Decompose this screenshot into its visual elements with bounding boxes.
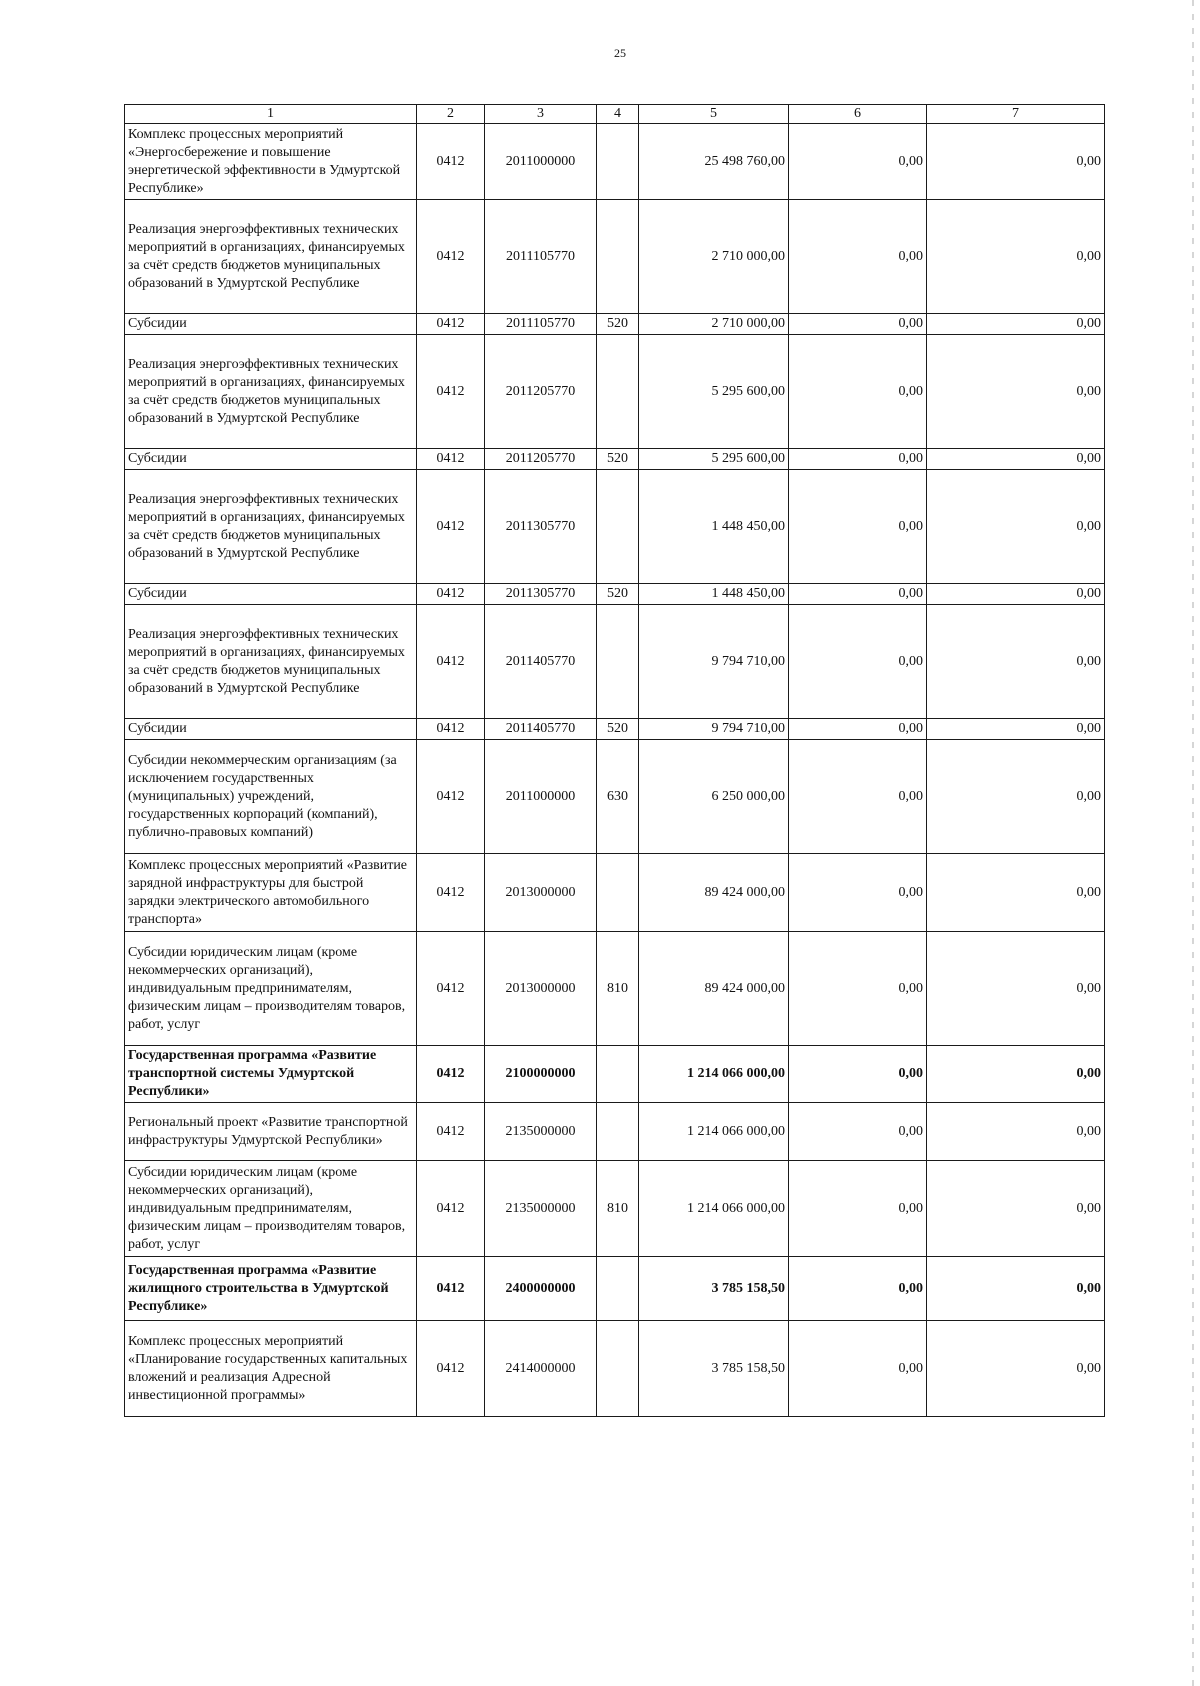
expense-type-cell: 630	[597, 740, 639, 854]
target-article-cell: 2011405770	[485, 719, 597, 740]
row-name-cell: Комплекс процессных мероприятий «Развитие зарядной инфраструктуры для быстрой зарядки электрического автомобильного транспорта»	[125, 854, 417, 932]
expense-type-cell: 520	[597, 449, 639, 470]
expense-type-cell: 810	[597, 1161, 639, 1257]
table-row	[125, 470, 1105, 584]
expense-type-cell	[597, 854, 639, 932]
row-name-cell: Государственная программа «Развитие транспортной системы Удмуртской Республики»	[125, 1046, 417, 1103]
row-name-cell: Субсидии	[125, 449, 417, 470]
section-code-cell: 0412	[417, 1321, 485, 1417]
amount-cell: 3 785 158,50	[639, 1257, 789, 1321]
expense-type-cell	[597, 1257, 639, 1321]
amount-cell: 0,00	[927, 932, 1105, 1046]
amount-cell: 3 785 158,50	[639, 1321, 789, 1417]
amount-cell: 5 295 600,00	[639, 449, 789, 470]
row-name-cell: Региональный проект «Развитие транспортной инфраструктуры Удмуртской Республики»	[125, 1103, 417, 1161]
amount-cell: 0,00	[789, 1321, 927, 1417]
amount-cell: 0,00	[789, 1046, 927, 1103]
expense-type-cell: 520	[597, 314, 639, 335]
amount-cell: 1 448 450,00	[639, 584, 789, 605]
amount-cell: 1 448 450,00	[639, 470, 789, 584]
column-header: 2	[417, 105, 485, 124]
target-article-cell: 2013000000	[485, 854, 597, 932]
row-name-cell: Комплекс процессных мероприятий «Планирование государственных капитальных вложений и реализация Адресной инвестиционной программы»	[125, 1321, 417, 1417]
amount-cell: 0,00	[789, 449, 927, 470]
target-article-cell: 2011405770	[485, 605, 597, 719]
table-row	[125, 932, 1105, 1046]
amount-cell: 0,00	[789, 719, 927, 740]
amount-cell: 0,00	[789, 335, 927, 449]
table-row	[125, 1046, 1105, 1103]
row-name-cell: Субсидии	[125, 719, 417, 740]
amount-cell: 0,00	[927, 605, 1105, 719]
table-row	[125, 584, 1105, 605]
amount-cell: 1 214 066 000,00	[639, 1046, 789, 1103]
section-code-cell: 0412	[417, 200, 485, 314]
row-name-cell: Государственная программа «Развитие жилищного строительства в Удмуртской Республике»	[125, 1257, 417, 1321]
amount-cell: 89 424 000,00	[639, 854, 789, 932]
section-code-cell: 0412	[417, 1257, 485, 1321]
section-code-cell: 0412	[417, 449, 485, 470]
table-row	[125, 1257, 1105, 1321]
target-article-cell: 2011000000	[485, 124, 597, 200]
expense-type-cell	[597, 470, 639, 584]
table-row	[125, 335, 1105, 449]
target-article-cell: 2100000000	[485, 1046, 597, 1103]
amount-cell: 1 214 066 000,00	[639, 1161, 789, 1257]
amount-cell: 0,00	[927, 200, 1105, 314]
target-article-cell: 2011205770	[485, 335, 597, 449]
budget-table	[124, 104, 1105, 1417]
table-row	[125, 1321, 1105, 1417]
section-code-cell: 0412	[417, 719, 485, 740]
section-code-cell: 0412	[417, 1161, 485, 1257]
row-name-cell: Реализация энергоэффективных технических мероприятий в организациях, финансируемых за счёт средств бюджетов муниципальных образований в Удмуртской Республике	[125, 335, 417, 449]
expense-type-cell	[597, 605, 639, 719]
expense-type-cell	[597, 1103, 639, 1161]
section-code-cell: 0412	[417, 740, 485, 854]
section-code-cell: 0412	[417, 854, 485, 932]
amount-cell: 5 295 600,00	[639, 335, 789, 449]
target-article-cell: 2013000000	[485, 932, 597, 1046]
row-name-cell: Реализация энергоэффективных технических мероприятий в организациях, финансируемых за счёт средств бюджетов муниципальных образований в Удмуртской Республике	[125, 605, 417, 719]
amount-cell: 1 214 066 000,00	[639, 1103, 789, 1161]
amount-cell: 2 710 000,00	[639, 314, 789, 335]
target-article-cell: 2414000000	[485, 1321, 597, 1417]
expense-type-cell	[597, 335, 639, 449]
page-number: 25	[614, 46, 626, 60]
scan-edge-decoration	[1192, 0, 1194, 1686]
target-article-cell: 2011305770	[485, 470, 597, 584]
section-code-cell: 0412	[417, 335, 485, 449]
table-row	[125, 854, 1105, 932]
target-article-cell: 2135000000	[485, 1103, 597, 1161]
amount-cell: 0,00	[789, 1103, 927, 1161]
amount-cell: 0,00	[789, 314, 927, 335]
row-name-cell: Реализация энергоэффективных технических мероприятий в организациях, финансируемых за счёт средств бюджетов муниципальных образований в Удмуртской Республике	[125, 470, 417, 584]
target-article-cell: 2011305770	[485, 584, 597, 605]
target-article-cell: 2135000000	[485, 1161, 597, 1257]
row-name-cell: Субсидии	[125, 584, 417, 605]
column-header: 7	[927, 105, 1105, 124]
table-body	[125, 124, 1105, 1417]
amount-cell: 0,00	[927, 1046, 1105, 1103]
target-article-cell: 2400000000	[485, 1257, 597, 1321]
amount-cell: 0,00	[789, 200, 927, 314]
amount-cell: 0,00	[927, 1321, 1105, 1417]
amount-cell: 0,00	[789, 1161, 927, 1257]
table-row	[125, 719, 1105, 740]
amount-cell: 0,00	[927, 740, 1105, 854]
amount-cell: 0,00	[789, 470, 927, 584]
target-article-cell: 2011105770	[485, 200, 597, 314]
amount-cell: 6 250 000,00	[639, 740, 789, 854]
column-header: 1	[125, 105, 417, 124]
amount-cell: 0,00	[927, 584, 1105, 605]
row-name-cell: Субсидии юридическим лицам (кроме некоммерческих организаций), индивидуальным предпринимателям, физическим лицам – производителям товаров, работ, услуг	[125, 1161, 417, 1257]
section-code-cell: 0412	[417, 470, 485, 584]
amount-cell: 0,00	[927, 1257, 1105, 1321]
table-row	[125, 314, 1105, 335]
section-code-cell: 0412	[417, 932, 485, 1046]
amount-cell: 0,00	[789, 124, 927, 200]
column-header: 5	[639, 105, 789, 124]
amount-cell: 0,00	[789, 605, 927, 719]
column-header: 4	[597, 105, 639, 124]
table-row	[125, 200, 1105, 314]
table-row	[125, 124, 1105, 200]
section-code-cell: 0412	[417, 584, 485, 605]
amount-cell: 25 498 760,00	[639, 124, 789, 200]
amount-cell: 0,00	[789, 1257, 927, 1321]
amount-cell: 89 424 000,00	[639, 932, 789, 1046]
table-row	[125, 1103, 1105, 1161]
column-number-row	[125, 105, 1105, 124]
table-row	[125, 449, 1105, 470]
amount-cell: 9 794 710,00	[639, 719, 789, 740]
table-row	[125, 740, 1105, 854]
expense-type-cell	[597, 124, 639, 200]
amount-cell: 0,00	[927, 470, 1105, 584]
target-article-cell: 2011000000	[485, 740, 597, 854]
expense-type-cell	[597, 200, 639, 314]
section-code-cell: 0412	[417, 1103, 485, 1161]
row-name-cell: Субсидии	[125, 314, 417, 335]
amount-cell: 0,00	[927, 1103, 1105, 1161]
amount-cell: 0,00	[927, 854, 1105, 932]
amount-cell: 0,00	[927, 314, 1105, 335]
amount-cell: 2 710 000,00	[639, 200, 789, 314]
expense-type-cell	[597, 1046, 639, 1103]
expense-type-cell	[597, 1321, 639, 1417]
section-code-cell: 0412	[417, 605, 485, 719]
column-header: 3	[485, 105, 597, 124]
expense-type-cell: 520	[597, 719, 639, 740]
section-code-cell: 0412	[417, 1046, 485, 1103]
amount-cell: 0,00	[789, 584, 927, 605]
amount-cell: 0,00	[789, 932, 927, 1046]
amount-cell: 0,00	[927, 335, 1105, 449]
row-name-cell: Субсидии некоммерческим организациям (за исключением государственных (муниципальных) учреждений, государственных корпораций (компаний), публично-правовых компаний)	[125, 740, 417, 854]
amount-cell: 9 794 710,00	[639, 605, 789, 719]
amount-cell: 0,00	[789, 854, 927, 932]
section-code-cell: 0412	[417, 124, 485, 200]
target-article-cell: 2011105770	[485, 314, 597, 335]
column-header: 6	[789, 105, 927, 124]
section-code-cell: 0412	[417, 314, 485, 335]
amount-cell: 0,00	[927, 124, 1105, 200]
amount-cell: 0,00	[789, 740, 927, 854]
amount-cell: 0,00	[927, 719, 1105, 740]
amount-cell: 0,00	[927, 449, 1105, 470]
table-row	[125, 605, 1105, 719]
amount-cell: 0,00	[927, 1161, 1105, 1257]
row-name-cell: Субсидии юридическим лицам (кроме некоммерческих организаций), индивидуальным предпринимателям, физическим лицам – производителям товаров, работ, услуг	[125, 932, 417, 1046]
expense-type-cell: 520	[597, 584, 639, 605]
table-row	[125, 1161, 1105, 1257]
expense-type-cell: 810	[597, 932, 639, 1046]
row-name-cell: Реализация энергоэффективных технических мероприятий в организациях, финансируемых за счёт средств бюджетов муниципальных образований в Удмуртской Республике	[125, 200, 417, 314]
target-article-cell: 2011205770	[485, 449, 597, 470]
row-name-cell: Комплекс процессных мероприятий «Энергосбережение и повышение энергетической эффективности в Удмуртской Республике»	[125, 124, 417, 200]
